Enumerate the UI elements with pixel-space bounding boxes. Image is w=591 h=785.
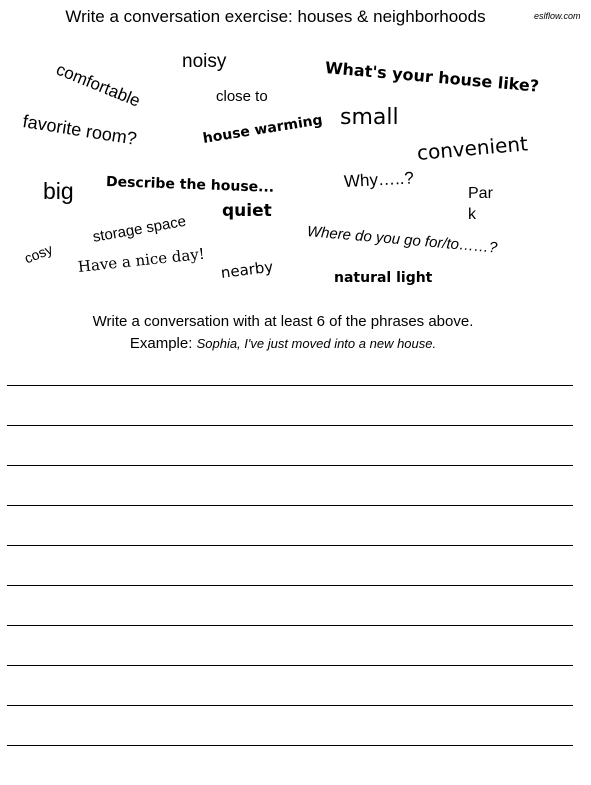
phrase-convenient: convenient (415, 131, 529, 165)
writing-line[interactable] (7, 465, 573, 466)
phrase-cosy: cosy (22, 240, 55, 267)
worksheet-title: Write a conversation exercise: houses & neighborhoods (65, 7, 486, 26)
phrase-where-do-you-go: Where do you go for/to……? (306, 223, 498, 257)
phrase-whats-your-house-like: What's your house like? (324, 58, 540, 96)
example-line (0, 336, 566, 351)
writing-lines (7, 385, 573, 785)
phrase-why: Why…..? (343, 168, 415, 191)
phrase-close-to: close to (216, 88, 268, 105)
phrase-storage-space: storage space (91, 212, 188, 246)
phrase-favorite-room: favorite room? (21, 111, 139, 149)
site-credit: eslflow.com (534, 11, 581, 21)
phrase-nearby: nearby (219, 257, 275, 282)
writing-line[interactable] (7, 705, 573, 706)
writing-line[interactable] (7, 625, 573, 626)
instruction-text: Write a conversation with at least 6 of the phrases above. (92, 313, 474, 330)
phrase-describe-the-house: Describe the house... (105, 174, 275, 196)
phrase-noisy: noisy (182, 51, 227, 72)
phrase-house-warming: house warming (201, 112, 324, 147)
writing-line[interactable] (7, 425, 573, 426)
phrase-big: big (43, 178, 74, 204)
writing-line[interactable] (7, 665, 573, 666)
writing-line[interactable] (7, 505, 573, 506)
writing-line[interactable] (7, 745, 573, 746)
phrase-quiet: quiet (222, 201, 272, 221)
phrase-have-a-nice-day: Have a nice day! (77, 244, 206, 276)
phrase-comfortable: comfortable (53, 59, 143, 111)
phrase-small: small (340, 105, 399, 130)
writing-line[interactable] (7, 545, 573, 546)
phrase-park-line2: k (468, 206, 476, 223)
example-label: Example: (129, 335, 193, 352)
example-text: Sophia, I've just moved into a new house. (196, 336, 437, 351)
phrase-natural-light: natural light (334, 270, 433, 286)
writing-line[interactable] (7, 385, 573, 386)
phrase-park-line1: Par (468, 185, 493, 202)
writing-line[interactable] (7, 585, 573, 586)
